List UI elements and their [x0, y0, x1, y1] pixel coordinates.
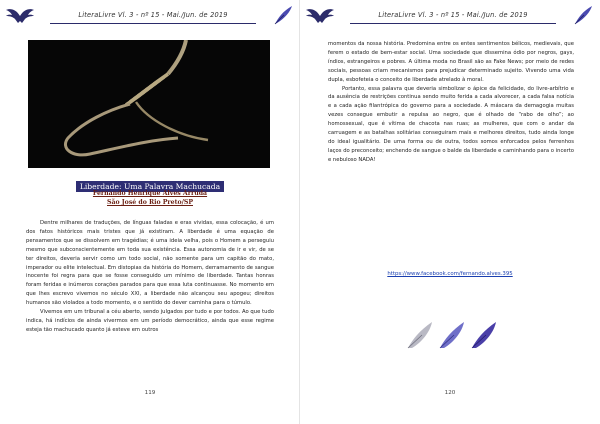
author-facebook-link[interactable]: https://www.facebook.com/fernando.alves.395	[387, 271, 513, 277]
paragraph: Dentre milhares de traduções, de línguas faladas e eras vividas, essa colocação, é um dos fatos históricos mais tristes que já existiram. A liberdade é uma equação de pensamentos que se dissolvem em tragédias; é uma ideia velha, pois o Homem a perseguiu mesmo que subconscientemente em toda sua existência. Essa autonomia de ir e vir, de se ter direitos, deveria servir como um todo social, não somente para um capitão do mato, imperador ou elite intelectual. Em distopias da história do Homem, derramamento de sangue inocente foi regra para que se fosse conseguido um mínimo de liberdade. Tantas honras foram feridas e inúmeros corações parados para que essa luta continuasse. No momento em que lhes escrevo vivemos no século XXI, a liberdade não alcançou seu apogeu; direitos humanos são violados a todo momento, e o sentido do dever caminha para o túmulo.	[26, 220, 274, 307]
paragraph: Portanto, essa palavra que deveria simbolizar o ápice da felicidade, do livre-arbítrio e da ausência de restrições continua sendo muito ferida a cada alvorecer, a cada falsa notícia e a cada ação filantrópica do governo para a sociedade. A máscara da demagogia muitas vezes consegue embutir a repulsa ao negro, que é olhado de “rabo de olho”; ao homossexual, que é vítima de chacota nas ruas; as mulheres, que com o andar da carruagem e as batalhas solitárias conseguiram mais e melhores direitos, tudo ainda longe do ideal igualitário. De uma forma ou de outra, todos somos enforcados pelos ferrenhos laços do preconceito; enchendo de sangue o balde da liberdade e caminhando para o incerto e nebuloso NADA!	[328, 85, 574, 163]
page-header	[328, 6, 578, 26]
quill-gray-icon	[408, 322, 432, 348]
header-title: LiteraLivre Vl. 3 - nº 15 - Mai./Jun. de 2019	[378, 11, 528, 19]
author-name: Fernando Henrique Alves Arruda	[92, 190, 208, 197]
left-body-text	[26, 219, 274, 335]
right-body-text	[328, 40, 574, 165]
paragraph: Vivemos em um tribunal a céu aberto, sendo julgados por tudo e por todos. Ao que tudo indica, há indícios de ainda vivermos em um período democrático, ainda que esse regime esteja tão machucado quanto já esteve em outros	[26, 309, 274, 333]
page-number: 120	[444, 390, 456, 396]
quill-blue-icon	[440, 322, 464, 348]
quill-pen-icon	[272, 4, 294, 26]
header-title: LiteraLivre Vl. 3 - nº 15 - Mai./Jun. de 2019	[78, 11, 228, 19]
paragraph: momentos da nossa história. Predomina entre os entes sentimentos bélicos, medievais, que ferem o estado de bem-estar social. Uma sociedade que dissemina ódio por negros, gays, índios, estrangeiros e pobres. A última moda no Brasil são as Fake News; por meio de redes sociais, pessoas criam mecanismos para prejudicar determinado sujeito. Vivendo uma vida dupla, esbofeteia o conceito de liberdade atrelado à moral.	[328, 41, 574, 83]
noose-photo	[28, 40, 270, 168]
right-page	[300, 0, 600, 424]
header-rule	[350, 23, 556, 24]
noose-illustration	[28, 40, 270, 168]
author-location: São José do Rio Preto/SP	[107, 199, 193, 206]
page-number: 119	[144, 390, 156, 396]
quill-purple-icon	[472, 322, 496, 348]
header-rule	[50, 23, 256, 24]
quill-pen-icon	[572, 4, 594, 26]
page-header	[28, 6, 278, 26]
author-block	[0, 189, 300, 207]
quill-decoration	[400, 318, 500, 352]
article-title: Liberdade: Uma Palavra Machucada	[76, 181, 224, 192]
